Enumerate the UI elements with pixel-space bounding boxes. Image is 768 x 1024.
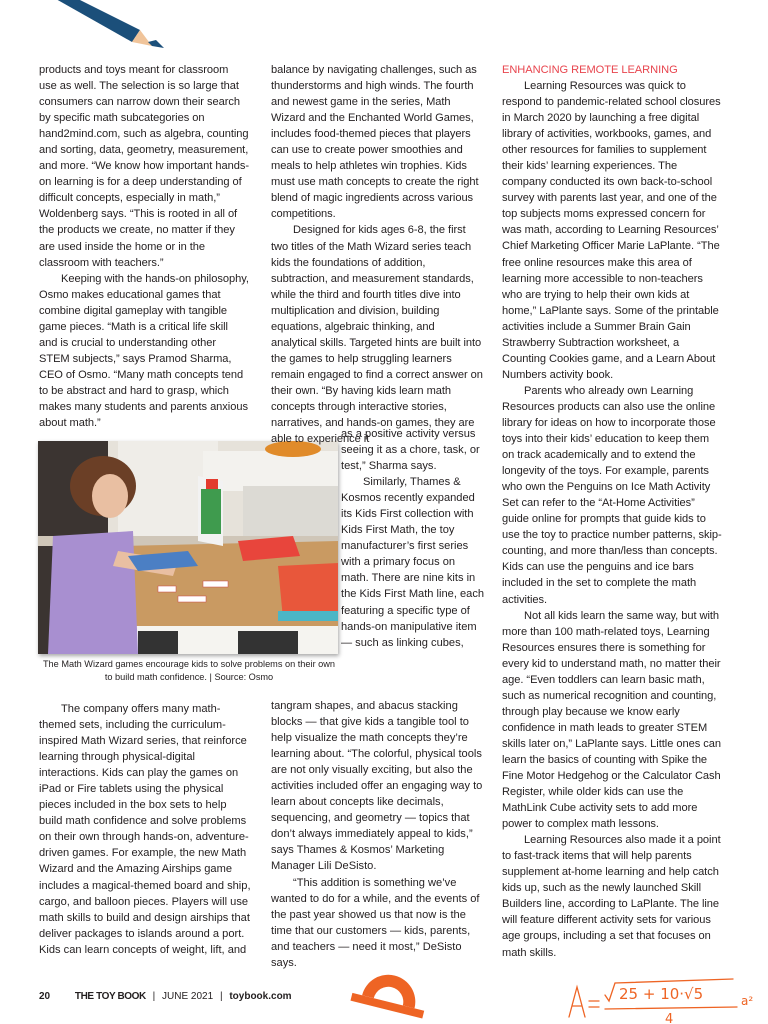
separator: | [152, 991, 156, 1002]
article-photo [38, 441, 338, 654]
body-paragraph: The company offers many math-themed sets, including the curriculum-inspired Math Wizard series, that reinforce learning through physical-digital interactions. Kids can play the games on iPad or Fire tablets using the physical pieces included in the box sets to help build math confidence and solve problems on their own through hands-on, adventure-driven games. For example, the new Math Wizard and the Amazing Airships game includes a magical-themed board and ship, cargo, and balloon pieces. Players will use math skills to build and design airships that deliver packages to islands around a port. Kids can learn concepts of weight, lift, and [39, 703, 251, 956]
page-number: 20 [39, 991, 51, 1002]
pencil-illustration [0, 0, 180, 60]
photo-caption: The Math Wizard games encourage kids to solve problems on their own to build math confidence. | Source: Osmo [42, 659, 336, 682]
column-2-top [271, 62, 483, 447]
body-paragraph: Keeping with the hands-on philosophy, Osmo makes educational games that combine digital gameplay with tangible game pieces. “Math is a critical life skill and is crucial to understanding other STEM subjects,” says Pramod Sharma, CEO of Osmo. “Many math concepts tend to be abstract and hard to grasp, which makes many students and parents anxious about math.” [39, 272, 249, 430]
handwritten-formula [565, 975, 765, 1024]
column-1-top [39, 62, 249, 431]
formula-numerator: 25 + 10·√5 [619, 985, 704, 1003]
body-paragraph: tangram shapes, and abacus stacking blocks — that give kids a tangible tool to help visualize the math concepts they’re learning about. “The colorful, physical tools are not only visually exciting, but also the activities included offer an engaging way to learn about concepts like decimals, sequencing, and geometry — topics that don’t always immediately appeal to kids,” says Thames & Kosmos’ Marketing Manager Lili DeSisto. [271, 700, 483, 873]
body-paragraph: Learning Resources also made it a point to fast-track items that will help parents supplement at-home learning and help catch kids up, such as the newly launched Skill Builders line, according to LaPlante. The line will feature different activity sets for various age groups, including a set that focuses on math skills. [502, 834, 721, 959]
website-link[interactable]: toybook.com [229, 991, 292, 1002]
column-3 [502, 62, 724, 961]
body-paragraph: Learning Resources was quick to respond to pandemic-related school closures in March 2020 by launching a free digital library of activities, workbooks, games, and other resources for families to supplement their kids’ learning experiences. The company conducted its own back-to-school survey with parents last year, and one of the top subjects moms expressed concern for was math, according to Learning Resources’ Chief Marketing Officer Marie LaPlante. “The free online resources make this area of learning more accessible to non-teachers who are trying to help their own kids at home,” LaPlante says. Some of the printable activities include a Summer Brain Gain Strawberry Subtraction worksheet, a Counting Cookies game, and a Learn About Numbers activity book. [502, 80, 721, 381]
body-paragraph: Similarly, Thames & Kosmos recently expanded its Kids First collection with Kids First Math, the toy manufacturer’s first series with a primary focus on math. There are nine kits in the Kids First Math line, each featuring a specific type of hands-on manipulative item — such as linking cubes, [341, 476, 485, 649]
body-paragraph: “This addition is something we’ve wanted to do for a while, and the events of the past year showed us that now is the time that our customers — kids, parents, and teachers — need it most,” DeSisto says. [271, 876, 480, 969]
column-2-bottom [271, 698, 485, 971]
page-footer [39, 991, 292, 1003]
photo-girl-playing-math-game [38, 441, 338, 654]
body-paragraph: balance by navigating challenges, such as thunderstorms and high winds. The fourth and newest game in the series, Math Wizard and the Enchanted World Games, includes food-themed pieces that players can use to create power smoothies and meals to help athletes win trophies. Kids must use math concepts to create the right blend of magic ingredients across various competitions. [271, 64, 479, 221]
formula-denominator: 4 [665, 1012, 674, 1024]
body-paragraph: products and toys meant for classroom use as well. The selection is so large that consumers can narrow down their search by specific math subcategories on hand2mind.com, such as algebra, counting and sorting, data, geometry, measurement, and more. “We know how important hands-on learning is for a deep understanding of difficult concepts, especially in math,” Woldenberg says. “This is rooted in all of the products we create, no matter if they are used inside the home or in the classroom with teachers.” [39, 64, 249, 269]
issue-date: JUNE 2021 [162, 991, 214, 1002]
protractor-icon [345, 960, 435, 1020]
body-paragraph: Designed for kids ages 6-8, the first two titles of the Math Wizard series teach kids the foundations of addition, subtraction, and measurement standards, while the third and fourth titles dive into multiplication and division, building equations, algebraic thinking, and analytical skills. Targeted hints are built into the games to help struggling learners remain engaged to find a correct answer on their own. “By having kids learn math concepts through interactive stories, narratives, and hands-on games, they are able to experience it [271, 224, 483, 446]
formula-suffix: a² [741, 994, 754, 1008]
separator: | [219, 991, 223, 1002]
publication-name: THE TOY BOOK [74, 991, 146, 1002]
body-paragraph: Not all kids learn the same way, but with more than 100 math-related toys, Learning Resources ensures there is something for every kid to understand math, no matter their age. “Even toddlers can learn basic math, such as numerical recognition and counting, through play because we know early confidence in math leads to greater STEM skills later on,” LaPlante says. Little ones can learn the basics of counting with Spike the Fine Motor Hedgehog or the Calculator Cash Register, while older kids can use the MathLink Cube activity sets to add more power to complex math lessons. [502, 609, 721, 831]
section-heading: ENHANCING REMOTE LEARNING [502, 64, 678, 76]
body-paragraph: as a positive activity versus seeing it as a chore, task, or test,” Sharma says. [341, 428, 480, 473]
column-2-wrap [341, 426, 485, 651]
body-paragraph: Parents who already own Learning Resources products can also use the online library for ideas on how to incorporate those toys into their kids’ education to keep them on track academically and to extend the longevity of the toys. For example, parents who own the Penguins on Ice Math Activity Set can refer to the “At-Home Activities” guide online for prompts that guide kids to use the toy to practice number patterns, skip-counting, and more than/less than concepts. Kids can use the penguins and ice bars included in the set to complete the math activities. [502, 384, 722, 606]
column-1-bottom [39, 701, 251, 958]
